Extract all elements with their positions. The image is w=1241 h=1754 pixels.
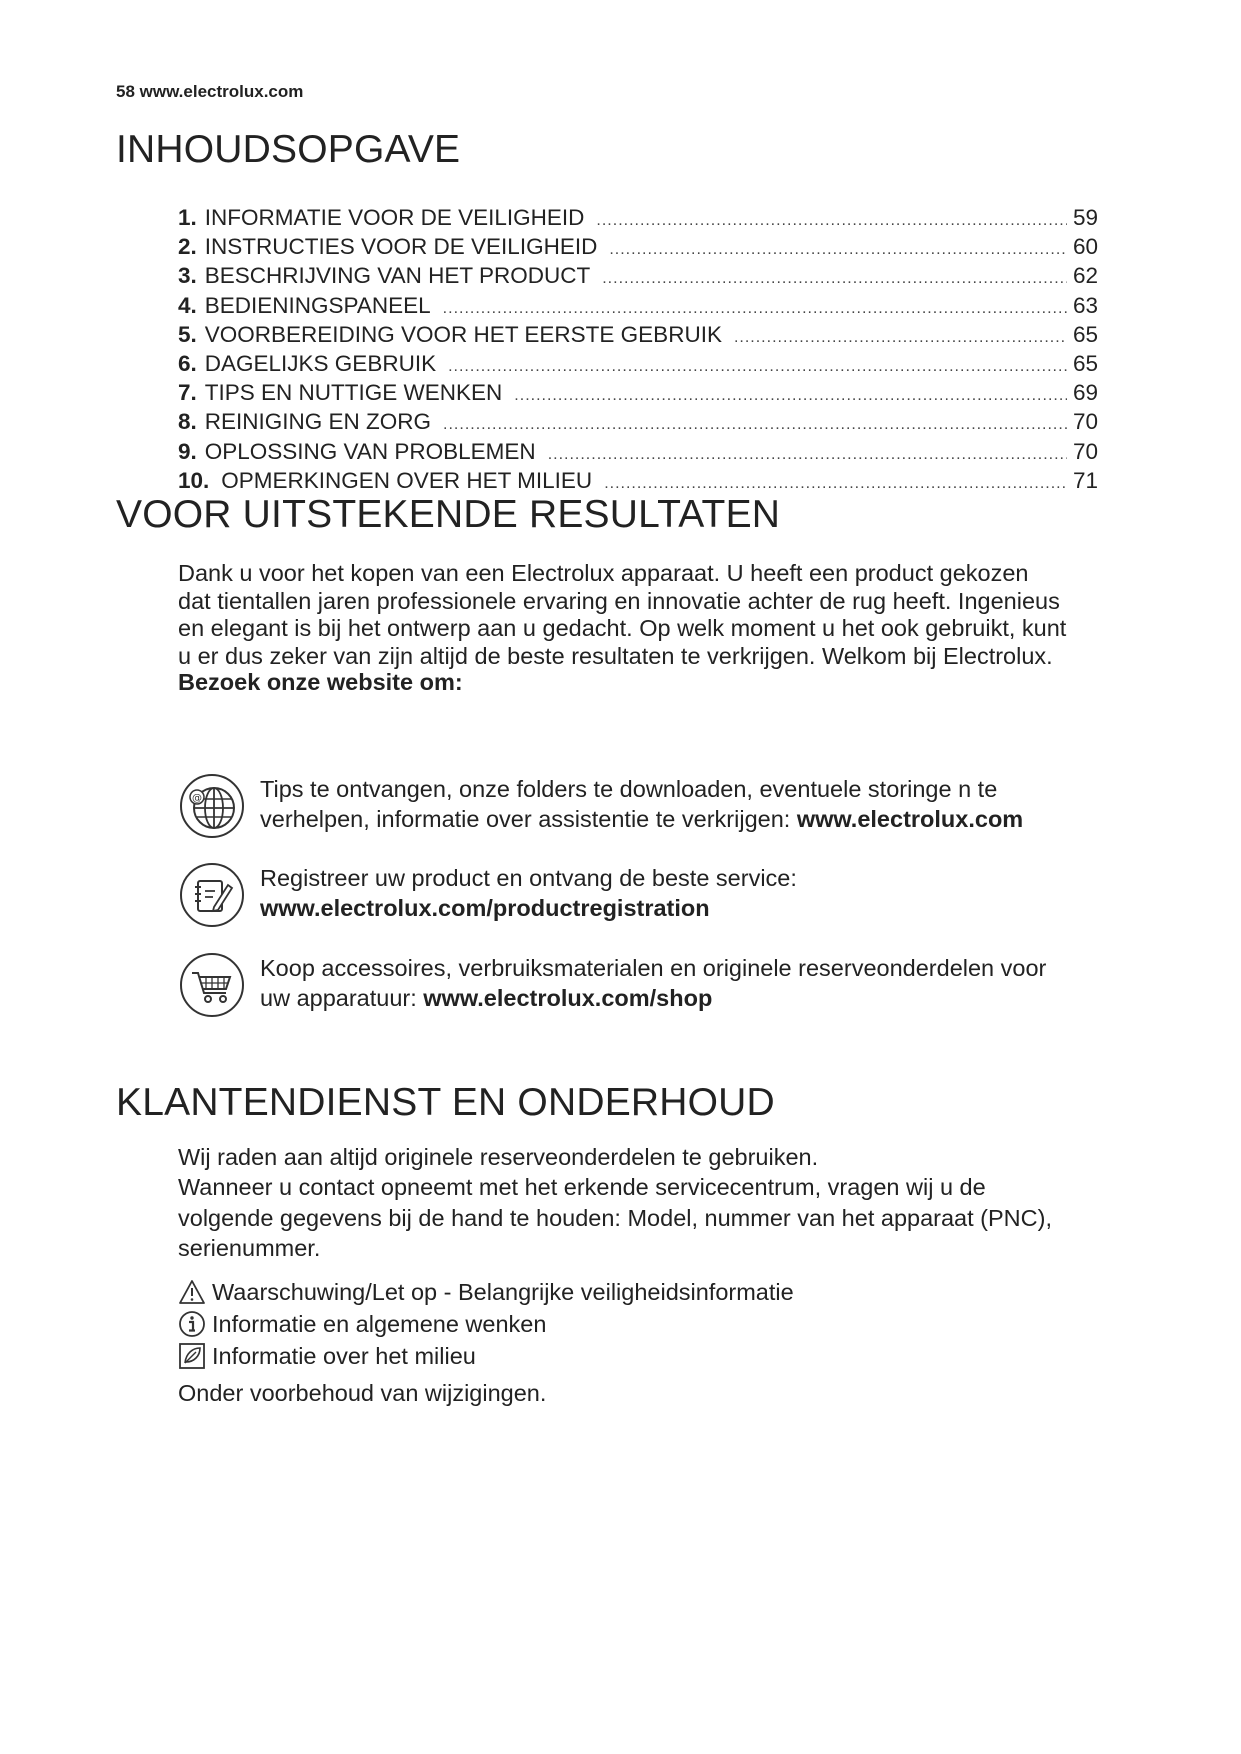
- toc-item-1[interactable]: [178, 205, 1098, 234]
- toc-label: INSTRUCTIES VOOR DE VEILIGHEID: [204, 234, 598, 260]
- toc-leader-dots: [448, 354, 1067, 380]
- toc-label: BEDIENINGSPANEEL: [204, 292, 431, 318]
- legend-label: Informatie over het milieu: [212, 1342, 476, 1369]
- toc-label: OPLOSSING VAN PROBLEMEN: [204, 438, 536, 464]
- svg-text:@: @: [192, 793, 202, 804]
- intro-line: u er dus zeker van zijn altijd de beste resultaten te verkrijgen. Welkom bij Electrolux.: [178, 642, 1053, 669]
- tip-line: Registreer uw product en ontvang de beste service:: [260, 865, 797, 891]
- tip-shop: [178, 951, 1128, 1019]
- toc-leader-dots: [602, 266, 1067, 292]
- toc-item-9[interactable]: [178, 439, 1098, 468]
- toc-number: 2.: [178, 234, 197, 260]
- toc-number: 5.: [178, 321, 197, 347]
- toc-leader-dots: [609, 237, 1067, 263]
- page-header: 58 www.electrolux.com: [116, 82, 304, 101]
- toc-number: 9.: [178, 438, 197, 464]
- legend-item: [178, 1308, 794, 1340]
- registration-link[interactable]: www.electrolux.com/productregistration: [260, 895, 710, 921]
- toc-item-3[interactable]: [178, 263, 1098, 292]
- service-title: KLANTENDIENST EN ONDERHOUD: [116, 1081, 775, 1124]
- toc-page-number: 70: [1072, 409, 1098, 435]
- toc-leader-dots: [596, 208, 1067, 234]
- toc-leader-dots: [514, 383, 1067, 409]
- toc-label: REINIGING EN ZORG: [204, 409, 432, 435]
- toc-page-number: 65: [1072, 321, 1098, 347]
- tip-text: [260, 953, 1046, 1013]
- support-link[interactable]: www.electrolux.com: [796, 806, 1024, 832]
- service-line: serienummer.: [178, 1235, 321, 1261]
- results-title: VOOR UITSTEKENDE RESULTATEN: [116, 493, 781, 536]
- legend-label: Waarschuwing/Let op - Belangrijke veiligheidsinformatie: [212, 1278, 794, 1305]
- toc-item-4[interactable]: [178, 293, 1098, 322]
- globe-icon: [178, 772, 246, 840]
- toc-page-number: 59: [1072, 205, 1098, 230]
- toc-number: 6.: [178, 351, 197, 377]
- toc-page-number: 63: [1072, 292, 1098, 318]
- toc-label: TIPS EN NUTTIGE WENKEN: [204, 380, 503, 406]
- toc-leader-dots: [734, 325, 1067, 351]
- disclaimer: Onder voorbehoud van wijzigingen.: [178, 1380, 547, 1406]
- toc-page-number: 60: [1072, 234, 1098, 260]
- tip-line: [260, 893, 797, 923]
- environment-icon: [178, 1342, 206, 1370]
- tip-support: [178, 772, 1128, 840]
- toc-item-8[interactable]: [178, 409, 1098, 438]
- toc-label: BESCHRIJVING VAN HET PRODUCT: [204, 263, 591, 289]
- warning-icon: [178, 1278, 206, 1306]
- service-paragraph: [178, 1172, 1138, 1264]
- legend-item: [178, 1276, 794, 1308]
- shop-link[interactable]: www.electrolux.com/shop: [423, 985, 713, 1011]
- tip-text: [260, 863, 797, 923]
- toc-label: INFORMATIE VOOR DE VEILIGHEID: [204, 205, 585, 230]
- toc-number: 8.: [178, 409, 197, 435]
- toc-item-7[interactable]: [178, 380, 1098, 409]
- toc-number: 1.: [178, 205, 197, 230]
- tip-registration: [178, 861, 1128, 929]
- legend-item: [178, 1340, 794, 1372]
- tip-line: [260, 804, 1023, 834]
- toc-number: 10.: [178, 467, 210, 493]
- legend-label: Informatie en algemene wenken: [212, 1310, 547, 1337]
- toc-leader-dots: [443, 412, 1067, 438]
- intro-line: dat tientallen jaren professionele ervaring en innovatie achter de rug heeft. Ingenieus: [178, 587, 1060, 614]
- toc-page-number: 65: [1072, 351, 1098, 377]
- tip-text: [260, 774, 1023, 834]
- toc-page-number: 70: [1072, 438, 1098, 464]
- toc-item-2[interactable]: [178, 234, 1098, 263]
- symbol-legend: [178, 1276, 794, 1372]
- intro-line: Dank u voor het kopen van een Electrolux apparaat. U heeft een product gekozen: [178, 560, 1029, 586]
- toc-number: 7.: [178, 380, 197, 406]
- toc-page-number: 71: [1072, 467, 1098, 493]
- tip-line: Tips te ontvangen, onze folders te downloaden, eventuele storinge n te: [260, 776, 998, 802]
- shopping-cart-icon: [178, 951, 246, 1019]
- toc-page-number: 62: [1072, 263, 1098, 289]
- service-paragraph: Wij raden aan altijd originele reserveonderdelen te gebruiken.: [178, 1144, 819, 1170]
- tip-line-text: uw apparatuur:: [260, 985, 424, 1011]
- toc-number: 4.: [178, 292, 197, 318]
- toc-leader-dots: [548, 442, 1067, 468]
- toc-leader-dots: [443, 296, 1067, 322]
- tip-line: [260, 983, 1046, 1013]
- intro-paragraph: [178, 560, 1138, 670]
- table-of-contents: [178, 205, 1098, 497]
- registration-icon: [178, 861, 246, 929]
- toc-title: INHOUDSOPGAVE: [116, 128, 461, 171]
- toc-label: VOORBEREIDING VOOR HET EERSTE GEBRUIK: [204, 321, 722, 347]
- tip-line: Koop accessoires, verbruiksmaterialen en originele reserveonderdelen voor: [260, 955, 1047, 981]
- toc-label: DAGELIJKS GEBRUIK: [204, 351, 437, 377]
- toc-page-number: 69: [1072, 380, 1098, 406]
- service-line: volgende gegevens bij de hand te houden: Model, nummer van het apparaat (PNC),: [178, 1204, 1052, 1231]
- tip-line-text: verhelpen, informatie over assistentie te verkrijgen:: [260, 806, 797, 832]
- toc-item-5[interactable]: [178, 322, 1098, 351]
- toc-number: 3.: [178, 263, 197, 289]
- intro-line: en elegant is bij het ontwerp aan u gedacht. Op welk moment u het ook gebruikt, kunt: [178, 615, 1067, 641]
- info-icon: [178, 1310, 206, 1338]
- toc-label: OPMERKINGEN OVER HET MILIEU: [221, 467, 593, 493]
- toc-item-6[interactable]: [178, 351, 1098, 380]
- service-line: Wanneer u contact opneemt met het erkende servicecentrum, vragen wij u de: [178, 1174, 986, 1200]
- website-cta: Bezoek onze website om:: [178, 669, 463, 695]
